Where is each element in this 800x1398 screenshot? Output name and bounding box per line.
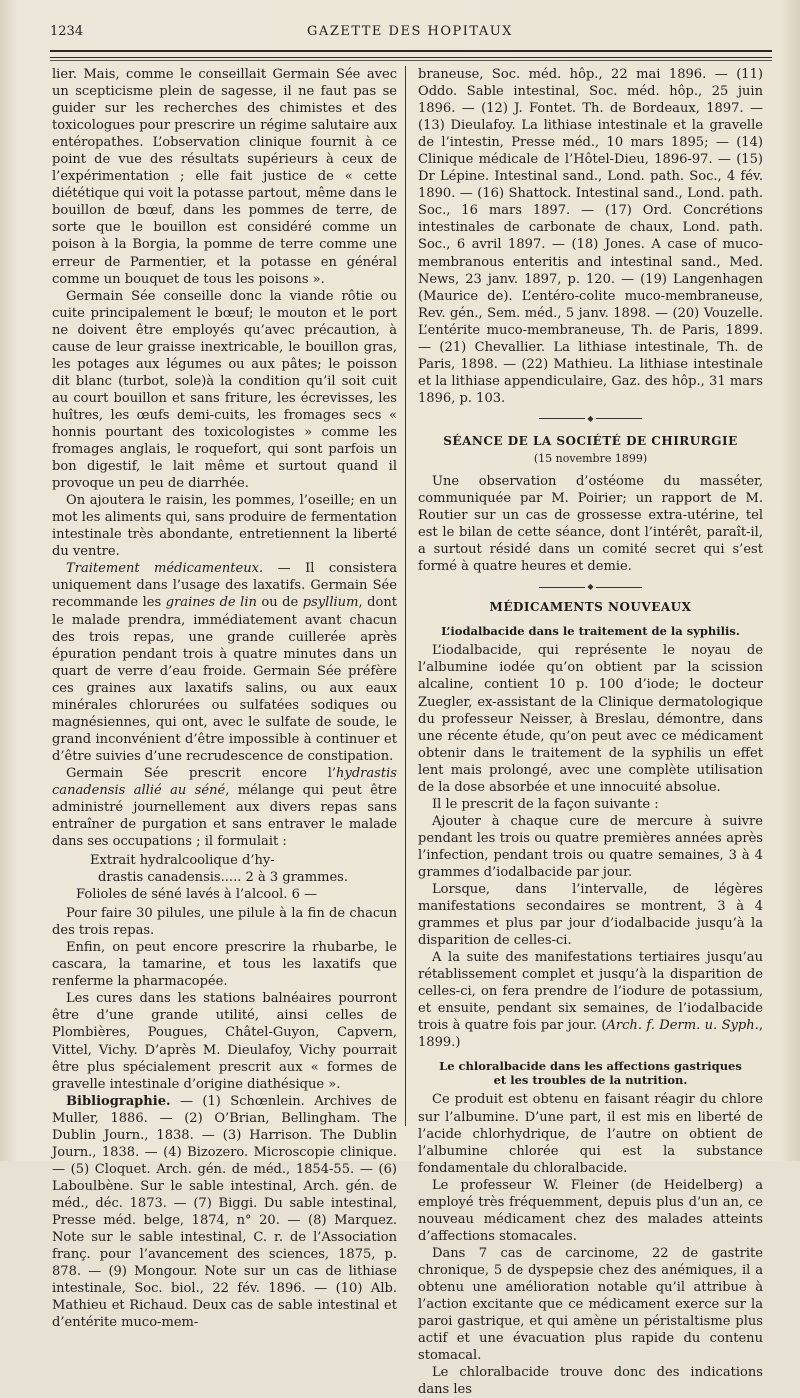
header-double-rule xyxy=(50,50,772,58)
column-divider xyxy=(405,66,406,1126)
paragraph: Traitement médicamenteux. — Il consistera uniquement dans l’usage des laxatifs. Germain Sée recommande les graines de lin ou de psyllium, dont le malade prendra, immédiatement avant chacun des trois repas, une grande cuillerée après épuration pendant trois à quatre minutes dans un quart de verre d’eau froide. Germain Sée préfère ces graines aux laxatifs salins, ou aux eaux minérales chlorurées ou sulfatées sodiques ou magnésiennes, qui ont, avec le sulfate de soude, le grand inconvénient d’être impossible à continuer et d’être suivies d’une recrudescence de constipation. xyxy=(52,561,397,764)
section-date: (15 novembre 1899) xyxy=(533,451,648,465)
journal-title: GAZETTE DES HOPITAUX xyxy=(307,24,513,39)
paragraph: lier. Mais, comme le conseillait Germain Sée avec un scepticisme plein de sagesse, il ne faut pas se guider sur les recherches des chimistes et des toxicologues pour prescrire un régime salutaire aux entéropathes. L’observation clinique fournit à ce point de vue des résultats supérieurs à ceux de l’expérimentation ; elle fait justice de « cette diététique qui voit la potasse partout, même dans le bouillon de bœuf, dans les pommes de terre, de sorte que le bouillon est considéré comme un poison à la Borgia, la pomme de terre comme une erreur de Parmentier, et la potasse en général comme un bouquet de tous les poisons ». xyxy=(52,67,397,287)
article-title: L’iodalbacide dans le traitement de la syphilis. xyxy=(441,624,740,639)
paragraph: Dans 7 cas de carcinome, 22 de gastrite chronique, 5 de dyspepsie chez des anémiques, il a obtenu une amélioration notable qu’il attribue à l’action excitante que ce médicament exerce sur la paroi gastrique, et qui amène un péristaltisme plus actif et une évacuation plus rapide du contenu stomacal. xyxy=(418,1245,763,1364)
paragraph: On ajoutera le raisin, les pommes, l’oseille; en un mot les aliments qui, sans produire de fermentation intestinale très abondante, entretiennent la liberté du ventre. xyxy=(52,493,397,560)
paragraph: L’iodalbacide, qui représente le noyau de l’albumine iodée qu’on obtient par la scission alcaline, contient 10 p. 100 d’iode; le docteur Zuegler, ex-assistant de la Clinique dermatologique du professeur Neisser, à Breslau, démontre, dans une récente étude, qu’on peut avec ce médicament obtenir dans le traitement de la syphilis un effet lent mais prolongé, avec une complète utilisation de la dose absorbée et une innocuité absolue. xyxy=(418,643,763,795)
section-ornament: ◆ xyxy=(418,413,763,425)
left-column xyxy=(52,66,397,1331)
paragraph: Ajouter à chaque cure de mercure à suivre pendant les trois ou quatre premières années après l’infection, pendant trois ou quatre semaines, 3 à 4 grammes d’iodalbacide par jour. xyxy=(418,813,763,880)
paragraph: Germain Sée conseille donc la viande rôtie ou cuite principalement le bœuf; le mouton et le port ne doivent être employés qu’avec précaution, à cause de leur graisse inextricable, le bouillon gras, les potages aux légumes ou aux pâtes; le poisson dit blanc (turbot, sole)à la condition qu’il soit cuit au court bouillon et sans friture, les écrevisses, les huîtres, les œufs demi-cuits, les fromages secs « honnis pourtant des toxicologistes » comme les fromages anglais, le roquefort, qui sont parfois un bon digestif, le lait même et surtout quand il provoque un peu de diarrhée. xyxy=(52,288,397,492)
italic-heading: Traitement médicamenteux. xyxy=(66,561,264,577)
paragraph: Le professeur W. Fleiner (de Heidelberg) a employé très fréquemment, depuis plus d’un an, ce nouveau médicament chez des malades atteints d’affections stomacales. xyxy=(418,1177,763,1244)
paragraph: Le chloralbacide trouve donc des indications dans les xyxy=(418,1365,763,1398)
bibliography-continued: braneuse, Soc. méd. hôp., 22 mai 1896. — (11) Oddo. Sable intestinal, Soc. méd. hôp., 25 juin 1896. — (12) J. Fontet. Th. de Bordeaux, 1897. — (13) Dieulafoy. La lithiase intestinale et la gravelle de l’intestin, Presse méd., 10 mars 1895; — (14) Clinique médicale de l’Hôtel-Dieu, 1896-97. — (15) Dr Lépine. Intestinal sand., Lond. path. Soc., 4 fév. 1890. — (16) Shattock. Intestinal sand., Lond. path. Soc., 16 mars 1897. — (17) Ord. Concrétions intestinales de carbonate de chaux, Lond. path. Soc., 6 avril 1897. — (18) Jones. A case of muco-membranous enteritis and intestinal sand., Med. News, 23 janv. 1897, p. 120. — (19) Langenhagen (Maurice de). L’entéro-colite muco-membraneuse, Rev. gén., Sem. méd., 5 janv. 1898. — (20) Vouzelle. L’entérite muco-membraneuse, Th. de Paris, 1899. — (21) Chevallier. La lithiase intestinale, Th. de Paris, 1898. — (22) Mathieu. La lithiase intestinale et la lithiase appendiculaire, Gaz. des hôp., 31 mars 1896, p. 103. xyxy=(418,67,763,406)
prescription-formula xyxy=(76,852,397,903)
section-title: MÉDICAMENTS NOUVEAUX xyxy=(489,600,692,615)
paragraph: Germain Sée prescrit encore l’hydrastis canadensis allié au séné, mélange qui peut être administré journellement aux divers repas sans entraîner de purgation et sans entraver le malade dans ses occupations ; il formulait : xyxy=(52,765,397,850)
paragraph: Ce produit est obtenu en faisant réagir du chlore sur l’albumine. D’une part, il est mis en liberté de l’acide chlorhydrique, de l’autre on obtient de l’albumine chlorée qui est la substance fondamentale du chloralbacide. xyxy=(418,1092,763,1176)
right-column xyxy=(418,66,763,1398)
paragraph: Pour faire 30 pilules, une pilule à la fin de chacun des trois repas. xyxy=(52,906,397,939)
section-title: SÉANCE DE LA SOCIÉTÉ DE CHIRURGIE xyxy=(443,433,738,448)
formula-line: Extrait hydralcoolique d’hy- xyxy=(90,853,275,869)
paragraph: Une observation d’ostéome du masséter, communiquée par M. Poirier; un rapport de M. Routier sur un cas de grossesse extra-utérine, tel est le bilan de cette séance, dont l’intérêt, paraît-il, a surtout résidé dans un comité secret qui s’est formé à quatre heures et demie. xyxy=(418,474,763,575)
article-title: Le chloralbacide dans les affections gastriques et les troubles de la nutrition. xyxy=(439,1059,742,1088)
bibliography: Bibliographie. — (1) Schœnlein. Archives de Muller, 1886. — (2) O’Brian, Bellingham. The Dublin Journ., 1838. — (3) Harrison. The Dublin Journ., 1838. — (4) Bizozero. Microscopie clinique. — (5) Cloquet. Arch. gén. de méd., 1854-55. — (6) Laboulbène. Sur le sable intestinal, Arch. gén. de méd., déc. 1873. — (7) Biggi. Du sable intestinal, Presse méd. belge, 1874, n° 20. — (8) Marquez. Note sur le sable intestinal, C. r. de l’Association franç. pour l’avancement des sciences, 1875, p. 878. — (9) Mongour. Note sur un cas de lithiase intestinale, Soc. biol., 22 fév. 1896. — (10) Alb. Mathieu et Richaud. Deux cas de sable intestinal et d’entérite muco-mem- xyxy=(52,1093,397,1331)
section-ornament: ◆ xyxy=(418,581,763,593)
page-number: 1234 xyxy=(50,24,84,39)
paragraph: Il le prescrit de la façon suivante : xyxy=(432,796,659,812)
formula-line: Folioles de séné lavés à l’alcool. 6 — xyxy=(76,887,318,903)
page-header xyxy=(50,24,770,46)
paragraph: A la suite des manifestations tertiaires jusqu’au rétablissement complet et jusqu’à la disparition de celles-ci, on fera prendre de l’iodure de potassium, et ensuite, pendant six semaines, de l’iodalbacide trois à quatre fois par jour. (Arch. f. Derm. u. Syph., 1899.) xyxy=(418,950,763,1051)
header-thin-rule xyxy=(50,60,772,61)
paragraph: Enfin, on peut encore prescrire la rhubarbe, le cascara, la tamarine, et tous les laxatifs que renferme la pharmacopée. xyxy=(52,940,397,990)
paragraph: Lorsque, dans l’intervalle, de légères manifestations secondaires se montrent, 3 à 4 grammes et plus par jour d’iodalbacide jusqu’à la disparition de celles-ci. xyxy=(418,882,763,949)
formula-line: drastis canadensis..... 2 à 3 grammes. xyxy=(98,870,349,886)
paragraph: Les cures dans les stations balnéaires pourront être d’une grande utilité, ainsi celles de Plombières, Pougues, Châtel-Guyon, Capvern, Vittel, Vichy. D’après M. Dieulafoy, Vichy pourrait être plus spécialement prescrit aux « formes de gravelle intestinale d’origine diathésique ». xyxy=(52,991,397,1092)
